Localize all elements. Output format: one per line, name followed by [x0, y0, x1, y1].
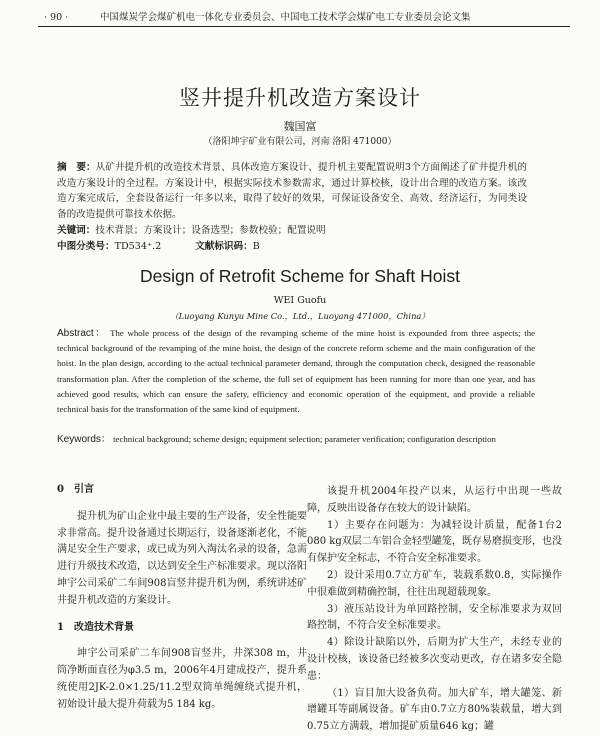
clc-value: TD534⁺.2	[114, 241, 162, 252]
page-number: · 90 ·	[44, 12, 69, 23]
paragraph-item-4-1: （1）盲目加大设备负荷。加大矿车，增大罐笼、新增罐耳等副属设备。矿车由0.7立方80%装载量，增大到0.75立方满载，增加提矿质量646 kg；罐	[307, 687, 562, 733]
section-0-heading: 0 引言	[57, 484, 94, 495]
keywords-en	[57, 432, 535, 447]
section-1-paragraph: 坤宇公司采矿二车间908盲竖井，井深308 m，井筒净断面直径为φ3.5 m，2006年4月建成投产，提升系统使用2JK-2.0×1.25/11.2型双筒单绳缠绕式提升机，初始设计最大提升荷载为5 184 kg。	[57, 648, 307, 710]
running-header	[44, 9, 564, 23]
section-1-heading: 1 改造技术背景	[57, 621, 134, 633]
abstract-en	[57, 326, 535, 417]
abstract-cn-text: 从矿井提升机的改造技术背景、具体改造方案设计、提升机主要配置说明3个方面阐述了矿井提升机的改造方案设计的全过程。方案设计中，根据实际技术参数需求，通过计算校核，设计出合理的改造方案。该改造方案完成后，全套设备运行一年多以来，取得了较好的效果，可保证设备安全、高效、经济运行，为同类设备的改造提供可靠技术依据。	[57, 162, 528, 220]
abstract-cn-label: 摘 要：	[57, 162, 96, 173]
abstract-en-label: Abstract：	[57, 328, 107, 339]
paragraph-intro: 该提升机2004年投产以来，从运行中出现一些故障，反映出设备存在较大的设计缺陷。	[307, 486, 562, 514]
clc-label: 中图分类号：	[57, 241, 115, 252]
abstract-en-text: The whole process of the design of the revamping scheme of the mine hoist is expounded from three aspects; the technical background of the revamping of the mine hoist, the design of the concrete reform scheme and the main configuration of the hoist. In the plan design, according to the actual technical parameter demand, through the computation check, designed the reasonable transformation plan. After the completion of the scheme, the full set of equipment has been running for more than one year, and has achieved good results, which can ensure the safety, efficiency and economic operation of the equipment, and provide a reliable technical basis for the transformation of the same kind of equipment.	[57, 328, 536, 415]
running-title: 中国煤炭学会煤矿机电一体化专业委员会、中国电工技术学会煤矿电工专业委员会论文集	[100, 12, 471, 23]
article-title-en: Design of Retrofit Scheme for Shaft Hoist	[140, 266, 460, 286]
affiliation-en: （Luoyang Kunyu Mine Co.，Ltd.，Luoyang 471000，China）	[170, 311, 430, 321]
keywords-cn-text: 技术背景；方案设计；设备选型；参数校验；配置说明	[95, 225, 326, 236]
doc-code-value: B	[252, 241, 260, 252]
paragraph-item-3: 3）液压站设计为单回路控制，安全标准要求为双回路控制，不符合安全标准要求。	[307, 603, 562, 632]
article-title-cn: 竖井提升机改造方案设计	[179, 86, 421, 110]
keywords-cn-label: 关键词：	[57, 225, 96, 236]
paragraph-item-4: 4）除设计缺陷以外，后期为扩大生产，未经专业的设计校核，该设备已经被多次变动更改，存在诸多安全隐患：	[307, 637, 562, 682]
keywords-en-label: Keywords：	[57, 434, 111, 445]
abstract-cn	[57, 160, 527, 222]
keywords-en-text: technical background; scheme design; equipment selection; parameter verification; configuration description	[113, 434, 496, 444]
classification-line	[57, 238, 527, 252]
body-left-column	[57, 482, 307, 714]
doc-code-label: 文献标识码：	[195, 241, 253, 252]
section-0-paragraph: 提升机为矿山企业中最主要的生产设备，安全性能要求非常高。提升设备通过长期运行，设备逐渐老化，不能满足安全生产要求，或已成为列入淘汰名录的设备，急需进行升级技术改造，以达到安全生产标准要求。现以洛阳坤宇公司采矿二车间908盲竖井提升机为例，系统讲述矿井提升机改造的方案设计。	[57, 510, 307, 606]
author-en: WEI Guofu	[273, 295, 327, 306]
affiliation-cn: （洛阳坤宇矿业有限公司，河南 洛阳 471000）	[203, 137, 397, 147]
body-right-column	[307, 484, 562, 736]
paragraph-item-2: 2）设计采用0.7立方矿车，装载系数0.8，实际操作中很难做到精确控制，往往出现超载现象。	[307, 569, 562, 598]
header-rule	[38, 26, 570, 27]
paragraph-item-1: 1）主要存在问题为：为减轻设计质量，配备1台2 080 kg双层二车铝合金轻型罐笼，既存易磨损变形，也没有保护安全标志，不符合安全标准要求。	[307, 519, 562, 565]
author-cn: 魏国富	[283, 120, 317, 133]
keywords-cn	[57, 222, 527, 236]
